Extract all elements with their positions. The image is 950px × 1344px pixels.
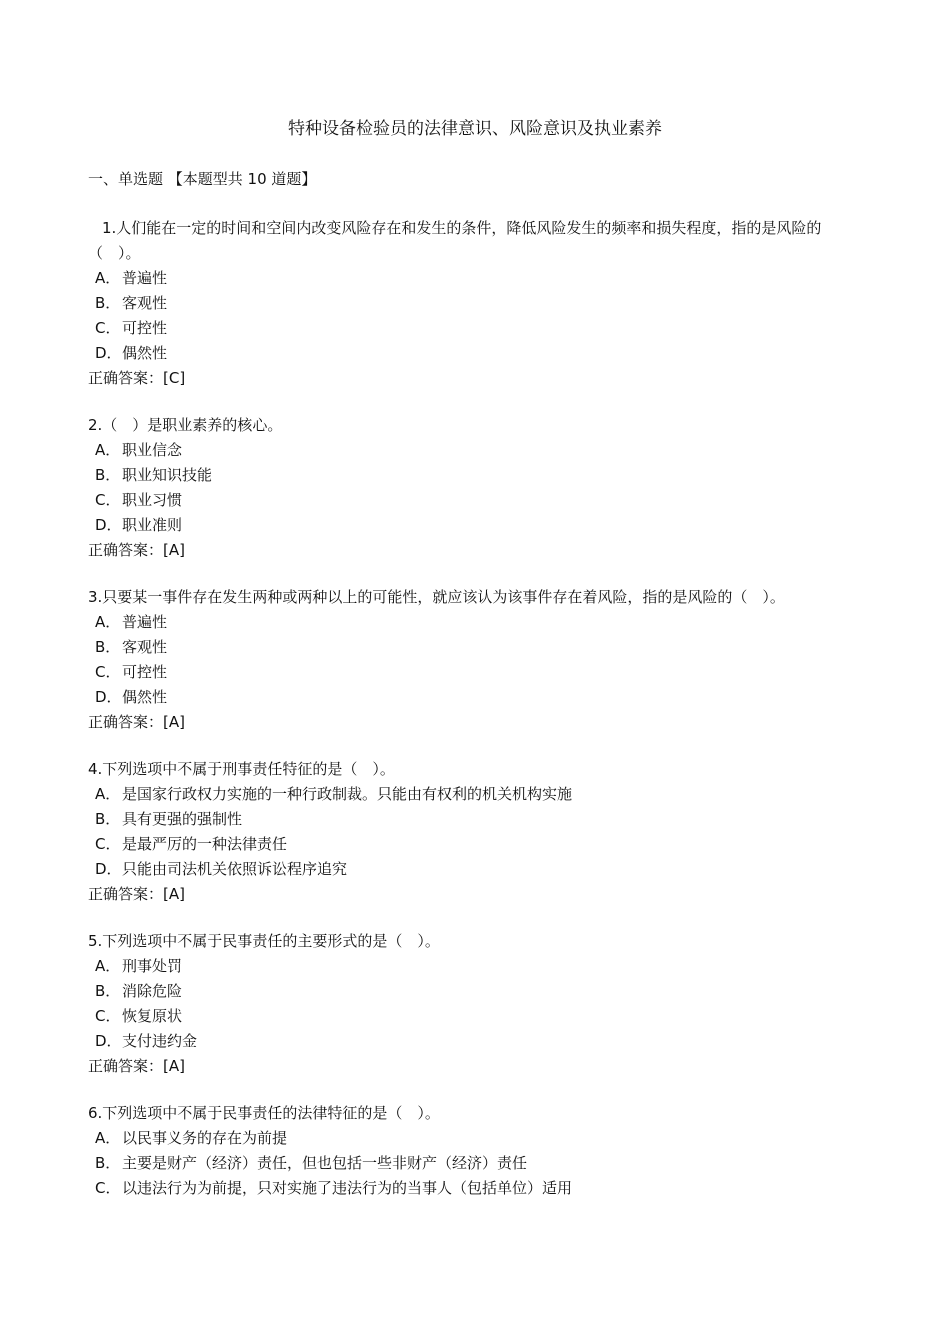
option-b: B． 具有更强的强制性 bbox=[95, 810, 243, 828]
correct-answer: 正确答案：[A] bbox=[88, 1057, 185, 1075]
option-a: A． 是国家行政权力实施的一种行政制裁。只能由有权利的机关机构实施 bbox=[95, 785, 573, 803]
option-b: B． 消除危险 bbox=[95, 982, 183, 1000]
question-3 bbox=[88, 585, 868, 735]
option-a: A． 以民事义务的存在为前提 bbox=[95, 1129, 288, 1147]
option-b: B． 客观性 bbox=[95, 638, 168, 656]
correct-answer: 正确答案：[A] bbox=[88, 885, 185, 903]
option-c: C． 恢复原状 bbox=[95, 1007, 183, 1025]
question-4 bbox=[88, 757, 868, 907]
option-d: D．只能由司法机关依照诉讼程序追究 bbox=[95, 860, 348, 878]
option-c: C． 职业习惯 bbox=[95, 491, 183, 509]
document-title: 特种设备检验员的法律意识、风险意识及执业素养 bbox=[288, 119, 662, 139]
option-c: C． 以违法行为为前提，只对实施了违法行为的当事人（包括单位）适用 bbox=[95, 1179, 573, 1197]
option-d: D．偶然性 bbox=[95, 344, 168, 362]
question-1 bbox=[88, 216, 868, 391]
option-d: D．职业准则 bbox=[95, 516, 183, 534]
option-c: C． 可控性 bbox=[95, 319, 168, 337]
correct-answer: 正确答案：[A] bbox=[88, 541, 185, 559]
option-a: A． 刑事处罚 bbox=[95, 957, 183, 975]
question-5 bbox=[88, 929, 868, 1079]
question-stem: 3.只要某一事件存在发生两种或两种以上的可能性，就应该认为该事件存在着风险，指的是风险的（ ）。 bbox=[88, 588, 785, 606]
question-list bbox=[88, 216, 868, 1223]
option-d: D．支付违约金 bbox=[95, 1032, 198, 1050]
question-stem: 2.（ ）是职业素养的核心。 bbox=[88, 416, 283, 434]
option-a: A． 职业信念 bbox=[95, 441, 183, 459]
option-c: C． 是最严厉的一种法律责任 bbox=[95, 835, 288, 853]
section-heading: 一、单选题 【本题型共 10 道题】 bbox=[88, 170, 317, 188]
question-6 bbox=[88, 1101, 868, 1201]
question-stem: 5.下列选项中不属于民事责任的主要形式的是（ ）。 bbox=[88, 932, 440, 950]
question-2 bbox=[88, 413, 868, 563]
option-b: B． 主要是财产（经济）责任，但也包括一些非财产（经济）责任 bbox=[95, 1154, 528, 1172]
correct-answer: 正确答案：[C] bbox=[88, 369, 186, 387]
option-d: D．偶然性 bbox=[95, 688, 168, 706]
question-stem: 6.下列选项中不属于民事责任的法律特征的是（ ）。 bbox=[88, 1104, 440, 1122]
option-a: A． 普遍性 bbox=[95, 613, 168, 631]
question-stem: 4.下列选项中不属于刑事责任特征的是（ ）。 bbox=[88, 760, 395, 778]
option-b: B． 客观性 bbox=[95, 294, 168, 312]
option-b: B． 职业知识技能 bbox=[95, 466, 213, 484]
option-a: A． 普遍性 bbox=[95, 269, 168, 287]
option-c: C． 可控性 bbox=[95, 663, 168, 681]
correct-answer: 正确答案：[A] bbox=[88, 713, 185, 731]
question-stem: 1.人们能在一定的时间和空间内改变风险存在和发生的条件，降低风险发生的频率和损失程度，指的是风险的（ ）。 bbox=[88, 219, 822, 262]
